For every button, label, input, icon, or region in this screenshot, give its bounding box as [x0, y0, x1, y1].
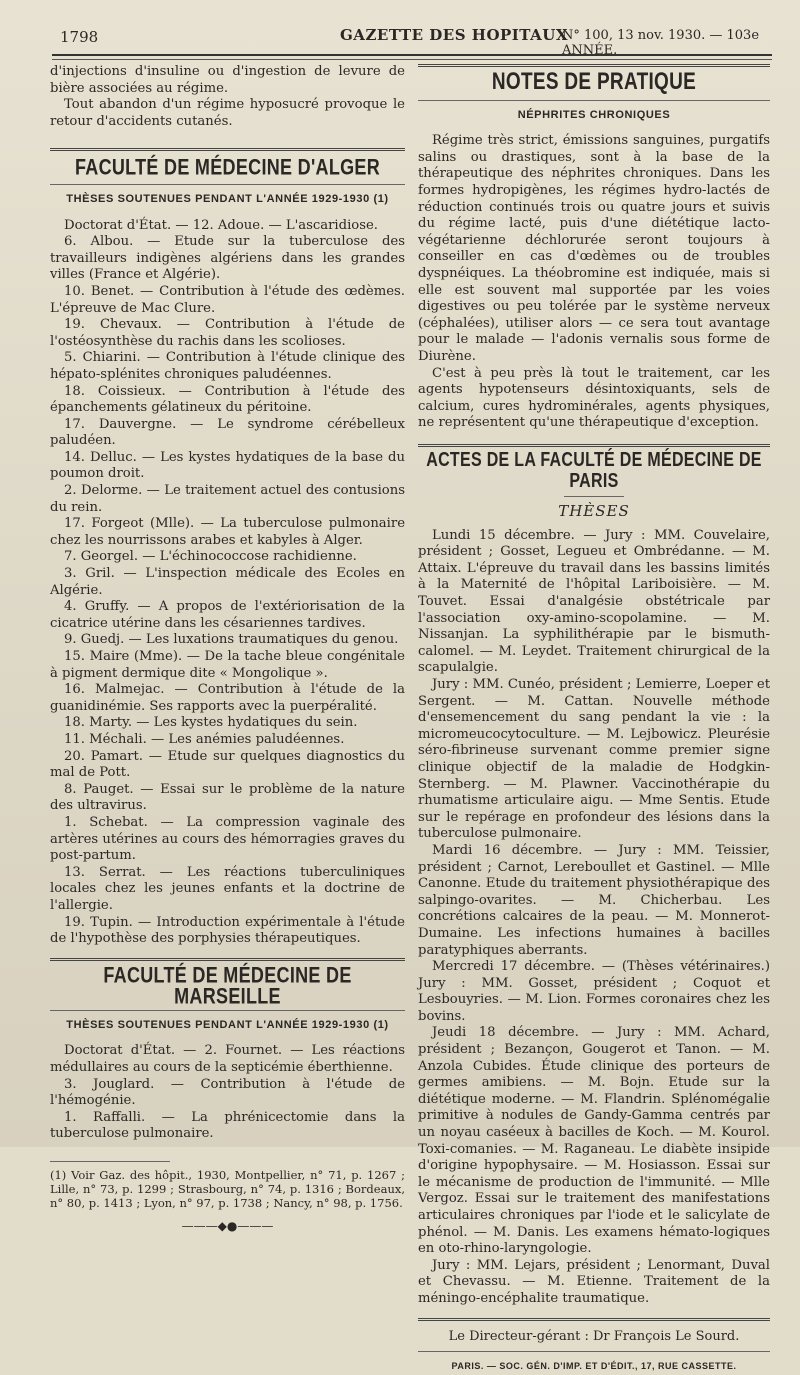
footnote: (1) Voir Gaz. des hôpit., 1930, Montpellier, n° 71, p. 1267 ; Lille, n° 73, p. 1299 ; Strasbourg, n° 74, p. 1316 ; Bordeaux, n° 80, p. 1413 ; Lyon, n° 97, p. 1738 ; Nancy, n° 98, p. 1756.: [50, 1168, 405, 1211]
director-signature: Le Directeur-gérant : Dr François Le Sourd.: [448, 1328, 740, 1344]
thesis-entry: 13. Serrat. — Les réactions tuberculiniques locales chez les jeunes enfants et la doctrine de l'allergie.: [50, 864, 405, 913]
intro-paragraph-2: Tout abandon d'un régime hyposucré provoque le retour d'accidents cutanés.: [50, 97, 405, 129]
section-divider: [418, 64, 770, 67]
thesis-entry: 6. Albou. — Etude sur la tuberculose des travailleurs indigènes algériens dans les grandes villes (France et Algérie).: [50, 234, 405, 283]
thesis-entry: 7. Georgel. — L'échinococcose rachidienne.: [64, 549, 357, 565]
thesis-entry: 17. Dauvergne. — Le syndrome cérébelleux paludéen.: [50, 416, 405, 449]
thesis-entry: 19. Tupin. — Introduction expérimentale à l'étude de l'hypothèse des porphysies thérapeutiques.: [50, 914, 405, 947]
thesis-entry: 18. Marty. — Les kystes hydatiques du sein.: [64, 715, 358, 731]
header-rule: [52, 54, 772, 56]
thesis-entry: 4. Gruffy. — A propos de l'extériorisation de la cicatrice utérine dans les césariennes tardives.: [50, 599, 405, 631]
header-rule-thin: [52, 59, 772, 60]
thesis-entry: 20. Pamart. — Etude sur quelques diagnostics du mal de Pott.: [50, 748, 405, 781]
thesis-entry: Doctorat d'État. — 12. Adoue. — L'ascaridiose.: [64, 217, 378, 233]
footnote-rule: [50, 1161, 170, 1162]
notes-paragraph-2: C'est à peu près là tout le traitement, car les agents hypotenseurs désintoxiquants, sels de calcium, cures hydrominérales, agents physiques, ne représentent qu'une thérapeutique d'exception.: [418, 365, 770, 431]
actes-section-title: ACTES DE LA FACULTÉ DE MÉDECINE DE PARIS: [426, 449, 762, 492]
journal-title: GAZETTE DES HOPITAUX: [340, 26, 569, 44]
thesis-session: Jury : MM. Cunéo, président ; Lemierre, Loeper et Sergent. — M. Cattan. Nouvelle méthode d'ensemencement du sang pendant la vie : la micromeucocytoculture. — M. Lejbowicz. Pleurésie séro-fibrineuse survenant comme premier signe clinique objectif de la maladie de Hodgkin-Sternberg. — M. Plawner. Vaccinothérapie du rhumatisme articulaire aigu. — Mme Sentis. Etude sur le repérage en profondeur des lésions dans la tuberculose pulmonaire.: [418, 677, 770, 842]
thesis-session: Mardi 16 décembre. — Jury : MM. Teissier, président ; Carnot, Lereboullet et Gastinel. — Mlle Canonne. Etude du traitement physiothérapique des salpingo-ovarites. — M. Chicherbau. Les concrétions calcaires de la peau. — M. Monnerot-Dumaine. Les infections humaines à bacilles paratyphiques aberrants.: [418, 842, 770, 958]
thesis-session: Lundi 15 décembre. — Jury : MM. Couvelaire, président ; Gosset, Legueu et Ombrédanne. — M. Attaix. L'épreuve du travail dans les bassins limités à la Maternité de l'hôpital Lariboisière. — M. Touvet. Essai d'analgésie obstétricale par l'association oxy-amino-scopolamine. — M. Nissanjan. La syphilithérapie par le bismuth-calomel. — M. Leydet. Traitement chirurgical de la scapulalgie.: [418, 527, 770, 676]
thesis-entry: 8. Pauget. — Essai sur le problème de la nature des ultravirus.: [50, 781, 405, 814]
thesis-entry: 14. Delluc. — Les kystes hydatiques de la base du poumon droit.: [50, 449, 405, 482]
notes-section-title: NOTES DE PRATIQUE: [491, 69, 697, 96]
thesis-entry: 1. Raffalli. — La phrénicectomie dans la tuberculose pulmonaire.: [50, 1109, 405, 1142]
thesis-session: Jury : MM. Lejars, président ; Lenormant, Duval et Chevassu. — M. Etienne. Traitement de la méningo-encéphalite traumatique.: [418, 1257, 770, 1306]
theses-label: THÈSES: [558, 502, 630, 521]
thesis-entry: 15. Maire (Mme). — De la tache bleue congénitale à pigment dermique dite « Mongolique ».: [50, 649, 405, 681]
section-divider: [418, 1318, 770, 1321]
alger-subtitle: THÈSES SOUTENUES PENDANT L'ANNÉE 1929-1930 (1): [66, 192, 389, 205]
page-header: [42, 18, 772, 56]
thesis-entry: 3. Gril. — L'inspection médicale des Ecoles en Algérie.: [50, 566, 405, 598]
title-rule: [418, 100, 770, 101]
actes-list: [418, 528, 770, 1308]
section-divider: [50, 148, 405, 151]
alger-thesis-list: [50, 218, 405, 948]
thesis-entry: 1. Schebat. — La compression vaginale des artères utérines au cours des hémorragies graves du post-partum.: [50, 814, 405, 864]
section-divider: [418, 444, 770, 447]
thesis-entry: 11. Méchali. — Les anémies paludéennes.: [64, 731, 345, 747]
title-rule: [50, 184, 405, 185]
marseille-section-title: FACULTÉ DE MÉDECINE DE MARSEILLE: [103, 962, 352, 1008]
notes-paragraph-1: Régime très strict, émissions sanguines, purgatifs salins ou drastiques, sont à la base de la thérapeutique des néphrites chroniques. Dans les formes hydropigènes, les régimes hydro-lactés de réduction continués trois ou quatre jours et suivis du régime lacté, puis d'une diététique lacto-végétarienne déchlorurée seront toujours à conseiller en cas d'œdèmes ou de troubles dyspnéiques. La théobromine est indiquée, mais si elle est souvent mal supportée par les voies digestives ou peu tolérée par le système nerveux (céphalées), utiliser alors — ce sera tout avantage pour le malade — l'adonis vernalis sous forme de Diurène.: [418, 133, 770, 364]
left-column: [50, 64, 405, 1235]
title-rule: [564, 496, 624, 497]
thesis-entry: 9. Guedj. — Les luxations traumatiques du genou.: [64, 632, 399, 648]
marseille-subtitle: THÈSES SOUTENUES PENDANT L'ANNÉE 1929-1930 (1): [66, 1018, 389, 1031]
thesis-entry: 16. Malmejac. — Contribution à l'étude de la guanidinémie. Ses rapports avec la puerpéralité.: [50, 682, 405, 714]
signature-rule: [418, 1351, 770, 1352]
thesis-session: Mercredi 17 décembre. — (Thèses vétérinaires.) Jury : MM. Gosset, président ; Coquot et Lesbouyries. — M. Lion. Formes coronaires chez les bovins.: [418, 959, 770, 1024]
thesis-entry: 18. Coissieux. — Contribution à l'étude des épanchements gélatineux du péritoine.: [50, 383, 405, 416]
right-column: [418, 64, 770, 1375]
ornament: ———◆●———: [181, 1219, 274, 1234]
marseille-thesis-list: [50, 1043, 405, 1143]
thesis-entry: 3. Jouglard. — Contribution à l'étude de l'hémogénie.: [50, 1076, 405, 1109]
thesis-entry: 2. Delorme. — Le traitement actuel des contusions du rein.: [50, 483, 405, 515]
thesis-entry: 17. Forgeot (Mlle). — La tuberculose pulmonaire chez les nourrissons arabes et kabyles à Alger.: [50, 516, 405, 548]
thesis-session: Jeudi 18 décembre. — Jury : MM. Achard, président ; Bezançon, Gougerot et Tanon. — M. Anzola Cubides. Étude clinique des porteurs de germes amibiens. — M. Bojn. Etude sur la diététique moderne. — M. Flandrin. Splénomégalie primitive à nodules de Gandy-Gamma centrés par un noyau caséeux à bacilles de Koch. — M. Kourol. Toxi-comanies. — M. Raganeau. Le diabète insipide d'origine hypophysaire. — M. Hosiasson. Essai sur le mécanisme de production de l'immunité. — Mlle Vergoz. Essai sur le traitement des manifestations articulaires chroniques par l'iode et le salicylate de phénol. — M. Danis. Les examens hémato-logiques en oto-rhino-laryngologie.: [418, 1025, 770, 1257]
thesis-entry: 5. Chiarini. — Contribution à l'étude clinique des hépato-splénites chroniques paludéennes.: [50, 350, 405, 382]
thesis-entry: 19. Chevaux. — Contribution à l'étude de l'ostéosynthèse du rachis dans les scolioses.: [50, 317, 405, 349]
issue-info: N° 100, 13 nov. 1930. — 103e ANNÉE.: [562, 28, 760, 58]
notes-subtitle: NÉPHRITES CHRONIQUES: [517, 108, 671, 121]
alger-section-title: FACULTÉ DE MÉDECINE D'ALGER: [74, 154, 381, 180]
title-rule: [50, 1010, 405, 1011]
intro-paragraph-1: d'injections d'insuline ou d'ingestion de levure de bière associées au régime.: [50, 64, 405, 96]
section-divider: [50, 958, 405, 961]
printer-imprint: PARIS. — SOC. GÉN. D'IMP. ET D'ÉDIT., 17, RUE CASSETTE.: [451, 1361, 737, 1372]
page-number: 1798: [60, 28, 99, 46]
thesis-entry: Doctorat d'État. — 2. Fournet. — Les réactions médullaires au cours de la septicémie éberthienne.: [50, 1043, 405, 1076]
thesis-entry: 10. Benet. — Contribution à l'étude des œdèmes. L'épreuve de Mac Clure.: [50, 283, 405, 316]
